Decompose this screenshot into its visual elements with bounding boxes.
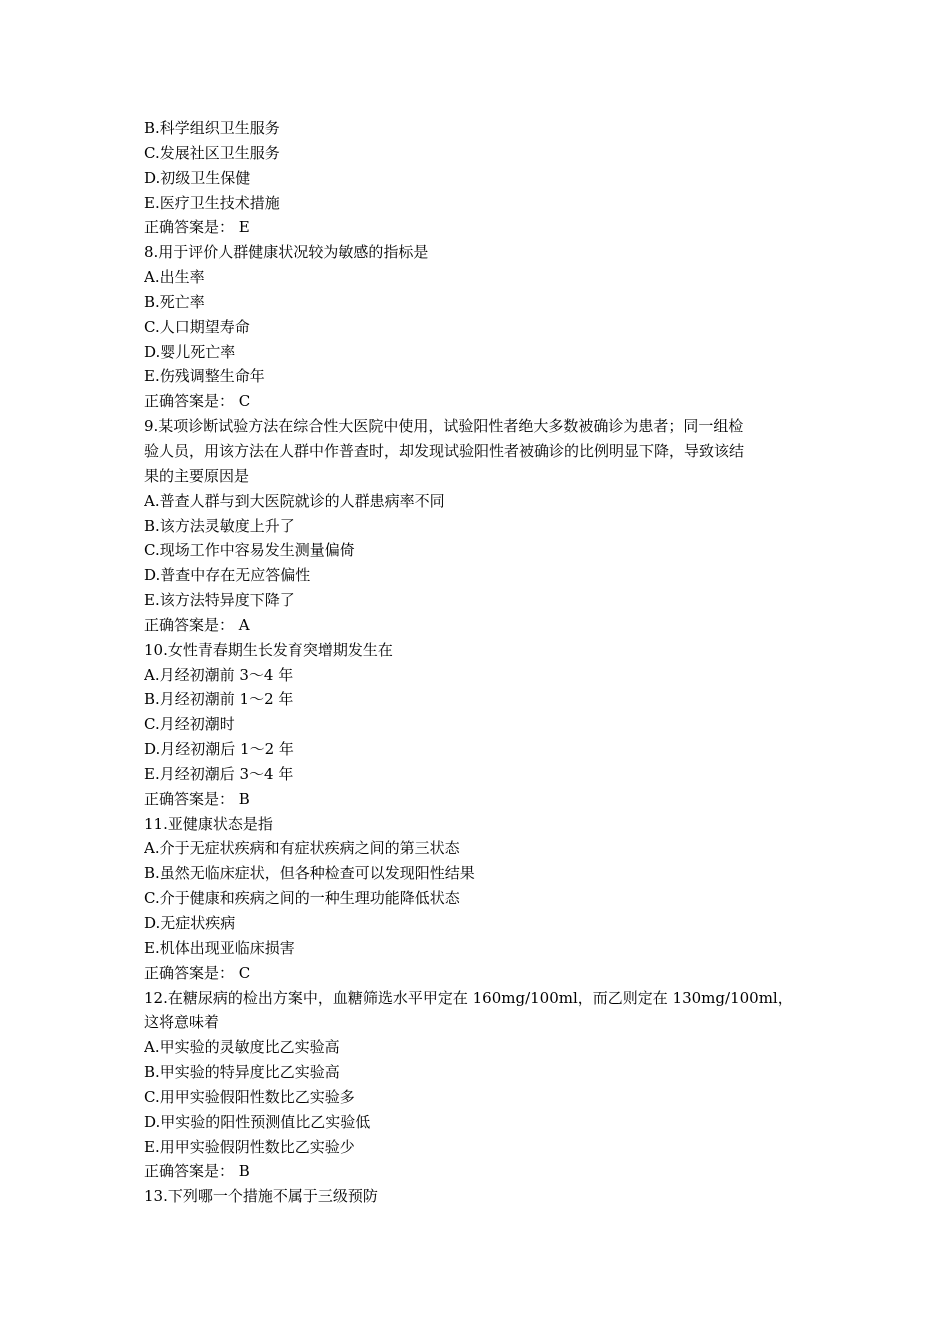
option-line: A.介于无症状疾病和有症状疾病之间的第三状态	[144, 839, 460, 858]
option-line: C.介于健康和疾病之间的一种生理功能降低状态	[144, 889, 460, 908]
answer-line: 正确答案是： B	[144, 789, 250, 808]
question-line: 10.女性青春期生长发育突增期发生在	[144, 640, 393, 659]
option-line: D.初级卫生保健	[144, 168, 251, 187]
option-line: B.该方法灵敏度上升了	[144, 516, 295, 535]
option-line: D.月经初潮后 1～2 年	[144, 740, 294, 759]
option-line: D.甲实验的阳性预测值比乙实验低	[144, 1112, 371, 1131]
option-line: C.用甲实验假阳性数比乙实验多	[144, 1087, 355, 1106]
option-line: B.死亡率	[144, 292, 205, 311]
option-line: B.月经初潮前 1～2 年	[144, 690, 294, 709]
option-line: B.虽然无临床症状，但各种检查可以发现阳性结果	[144, 864, 475, 883]
option-line: C.现场工作中容易发生测量偏倚	[144, 541, 355, 560]
question-line: 12.在糖尿病的检出方案中，血糖筛选水平甲定在 160mg/100ml，而乙则定在 130mg/100ml，	[144, 988, 793, 1007]
option-line: E.该方法特异度下降了	[144, 591, 295, 610]
option-line: C.月经初潮时	[144, 715, 235, 734]
question-line: 果的主要原因是	[144, 466, 250, 485]
option-line: A.甲实验的灵敏度比乙实验高	[144, 1038, 340, 1057]
option-line: D.无症状疾病	[144, 914, 236, 932]
answer-line: 正确答案是： C	[144, 963, 251, 982]
question-line: 11.亚健康状态是指	[144, 814, 273, 833]
question-line: 9.某项诊断试验方法在综合性大医院中使用，试验阳性者绝大多数被确诊为患者；同一组检	[144, 417, 744, 436]
answer-line: 正确答案是： E	[144, 218, 250, 237]
question-line: 8.用于评价人群健康状况较为敏感的指标是	[144, 243, 429, 262]
option-line: E.伤残调整生命年	[144, 367, 265, 386]
question-line: 验人员，用该方法在人群中作普查时，却发现试验阳性者被确诊的比例明显下降，导致该结	[144, 441, 745, 460]
document-page	[144, 116, 820, 1209]
option-line: C.发展社区卫生服务	[144, 143, 280, 162]
option-line: D.婴儿死亡率	[144, 342, 236, 361]
option-line: B.甲实验的特异度比乙实验高	[144, 1063, 340, 1082]
option-line: A.出生率	[144, 268, 205, 287]
option-line: E.医疗卫生技术措施	[144, 193, 280, 212]
option-line: E.机体出现亚临床损害	[144, 938, 295, 957]
question-line: 这将意味着	[144, 1013, 220, 1032]
option-line: E.用甲实验假阴性数比乙实验少	[144, 1137, 355, 1156]
answer-line: 正确答案是： B	[144, 1162, 250, 1181]
answer-line: 正确答案是： A	[144, 615, 250, 634]
answer-line: 正确答案是： C	[144, 392, 251, 411]
option-line: E.月经初潮后 3～4 年	[144, 764, 294, 783]
option-line: C.人口期望寿命	[144, 317, 250, 336]
question-line: 13.下列哪一个措施不属于三级预防	[144, 1187, 378, 1206]
option-line: A.普查人群与到大医院就诊的人群患病率不同	[144, 491, 445, 510]
option-line: B.科学组织卫生服务	[144, 119, 280, 137]
option-line: A.月经初潮前 3～4 年	[144, 665, 294, 684]
option-line: D.普查中存在无应答偏性	[144, 566, 311, 585]
